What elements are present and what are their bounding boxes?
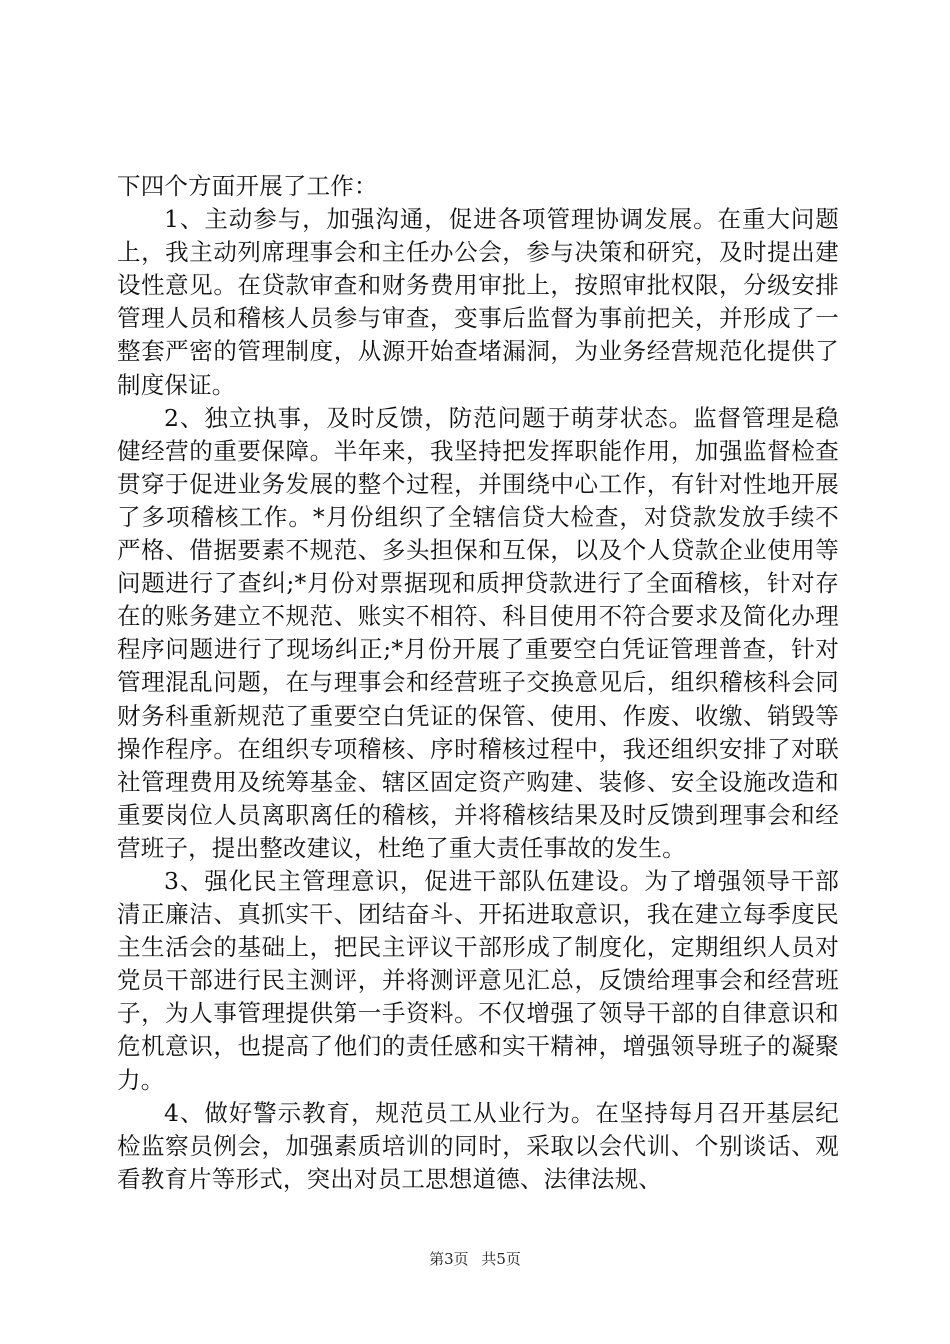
- paragraph-item-2: 2、独立执事，及时反馈，防范问题于萌芽状态。监督管理是稳健经营的重要保障。半年来，我坚持把发挥职能作用，加强监督检查贯穿于促进业务发展的整个过程，并围绕中心工作，有针对性地开展了多项稽核工作。*月份组织了全辖信贷大检查，对贷款发放手续不严格、借据要素不规范、多头担保和互保，以及个人贷款企业使用等问题进行了查纠;*月份对票据现和质押贷款进行了全面稽核，针对存在的账务建立不规范、账实不相符、科目使用不符合要求及简化办理程序问题进行了现场纠正;*月份开展了重要空白凭证管理普查，针对管理混乱问题，在与理事会和经营班子交换意见后，组织稽核科会同财务科重新规范了重要空白凭证的保管、使用、作废、收缴、销毁等操作程序。在组织专项稽核、序时稽核过程中，我还组织安排了对联社管理费用及统筹基金、辖区固定资产购建、装修、安全设施改造和重要岗位人员离职离任的稽核，并将稽核结果及时反馈到理事会和经营班子，提出整改建议，杜绝了重大责任事故的发生。: [117, 403, 839, 862]
- paragraph-item-3: 3、强化民主管理意识，促进干部队伍建设。为了增强领导干部清正廉洁、真抓实干、团结奋斗、开拓进取意识，我在建立每季度民主生活会的基础上，把民主评议干部形成了制度化，定期组织人员对党员干部进行民主测评，并将测评意见汇总，反馈给理事会和经营班子，为人事管理提供第一手资料。不仅增强了领导干部的自律意识和危机意识，也提高了他们的责任感和实干精神，增强领导班子的凝聚力。: [117, 866, 839, 1094]
- page-footer: [0, 1248, 950, 1269]
- paragraph-item-4: 4、做好警示教育，规范员工从业行为。在坚持每月召开基层纪检监察员例会，加强素质培训的同时，采取以会代训、个别谈话、观看教育片等形式，突出对员工思想道德、法律法规、: [117, 1098, 839, 1193]
- page-number: 第3页: [429, 1250, 469, 1268]
- page-total: 共5页: [481, 1250, 521, 1268]
- document-body: [117, 170, 839, 1196]
- paragraph-intro: 下四个方面开展了工作：: [117, 172, 378, 200]
- paragraph-item-1: 1、主动参与，加强沟通，促进各项管理协调发展。在重大问题上，我主动列席理事会和主任办公会，参与决策和研究，及时提出建设性意见。在贷款审查和财务费用审批上，按照审批权限，分级安排管理人员和稽核人员参与审查，变事后监督为事前把关，并形成了一整套严密的管理制度，从源开始查堵漏洞，为业务经营规范化提供了制度保证。: [117, 205, 839, 399]
